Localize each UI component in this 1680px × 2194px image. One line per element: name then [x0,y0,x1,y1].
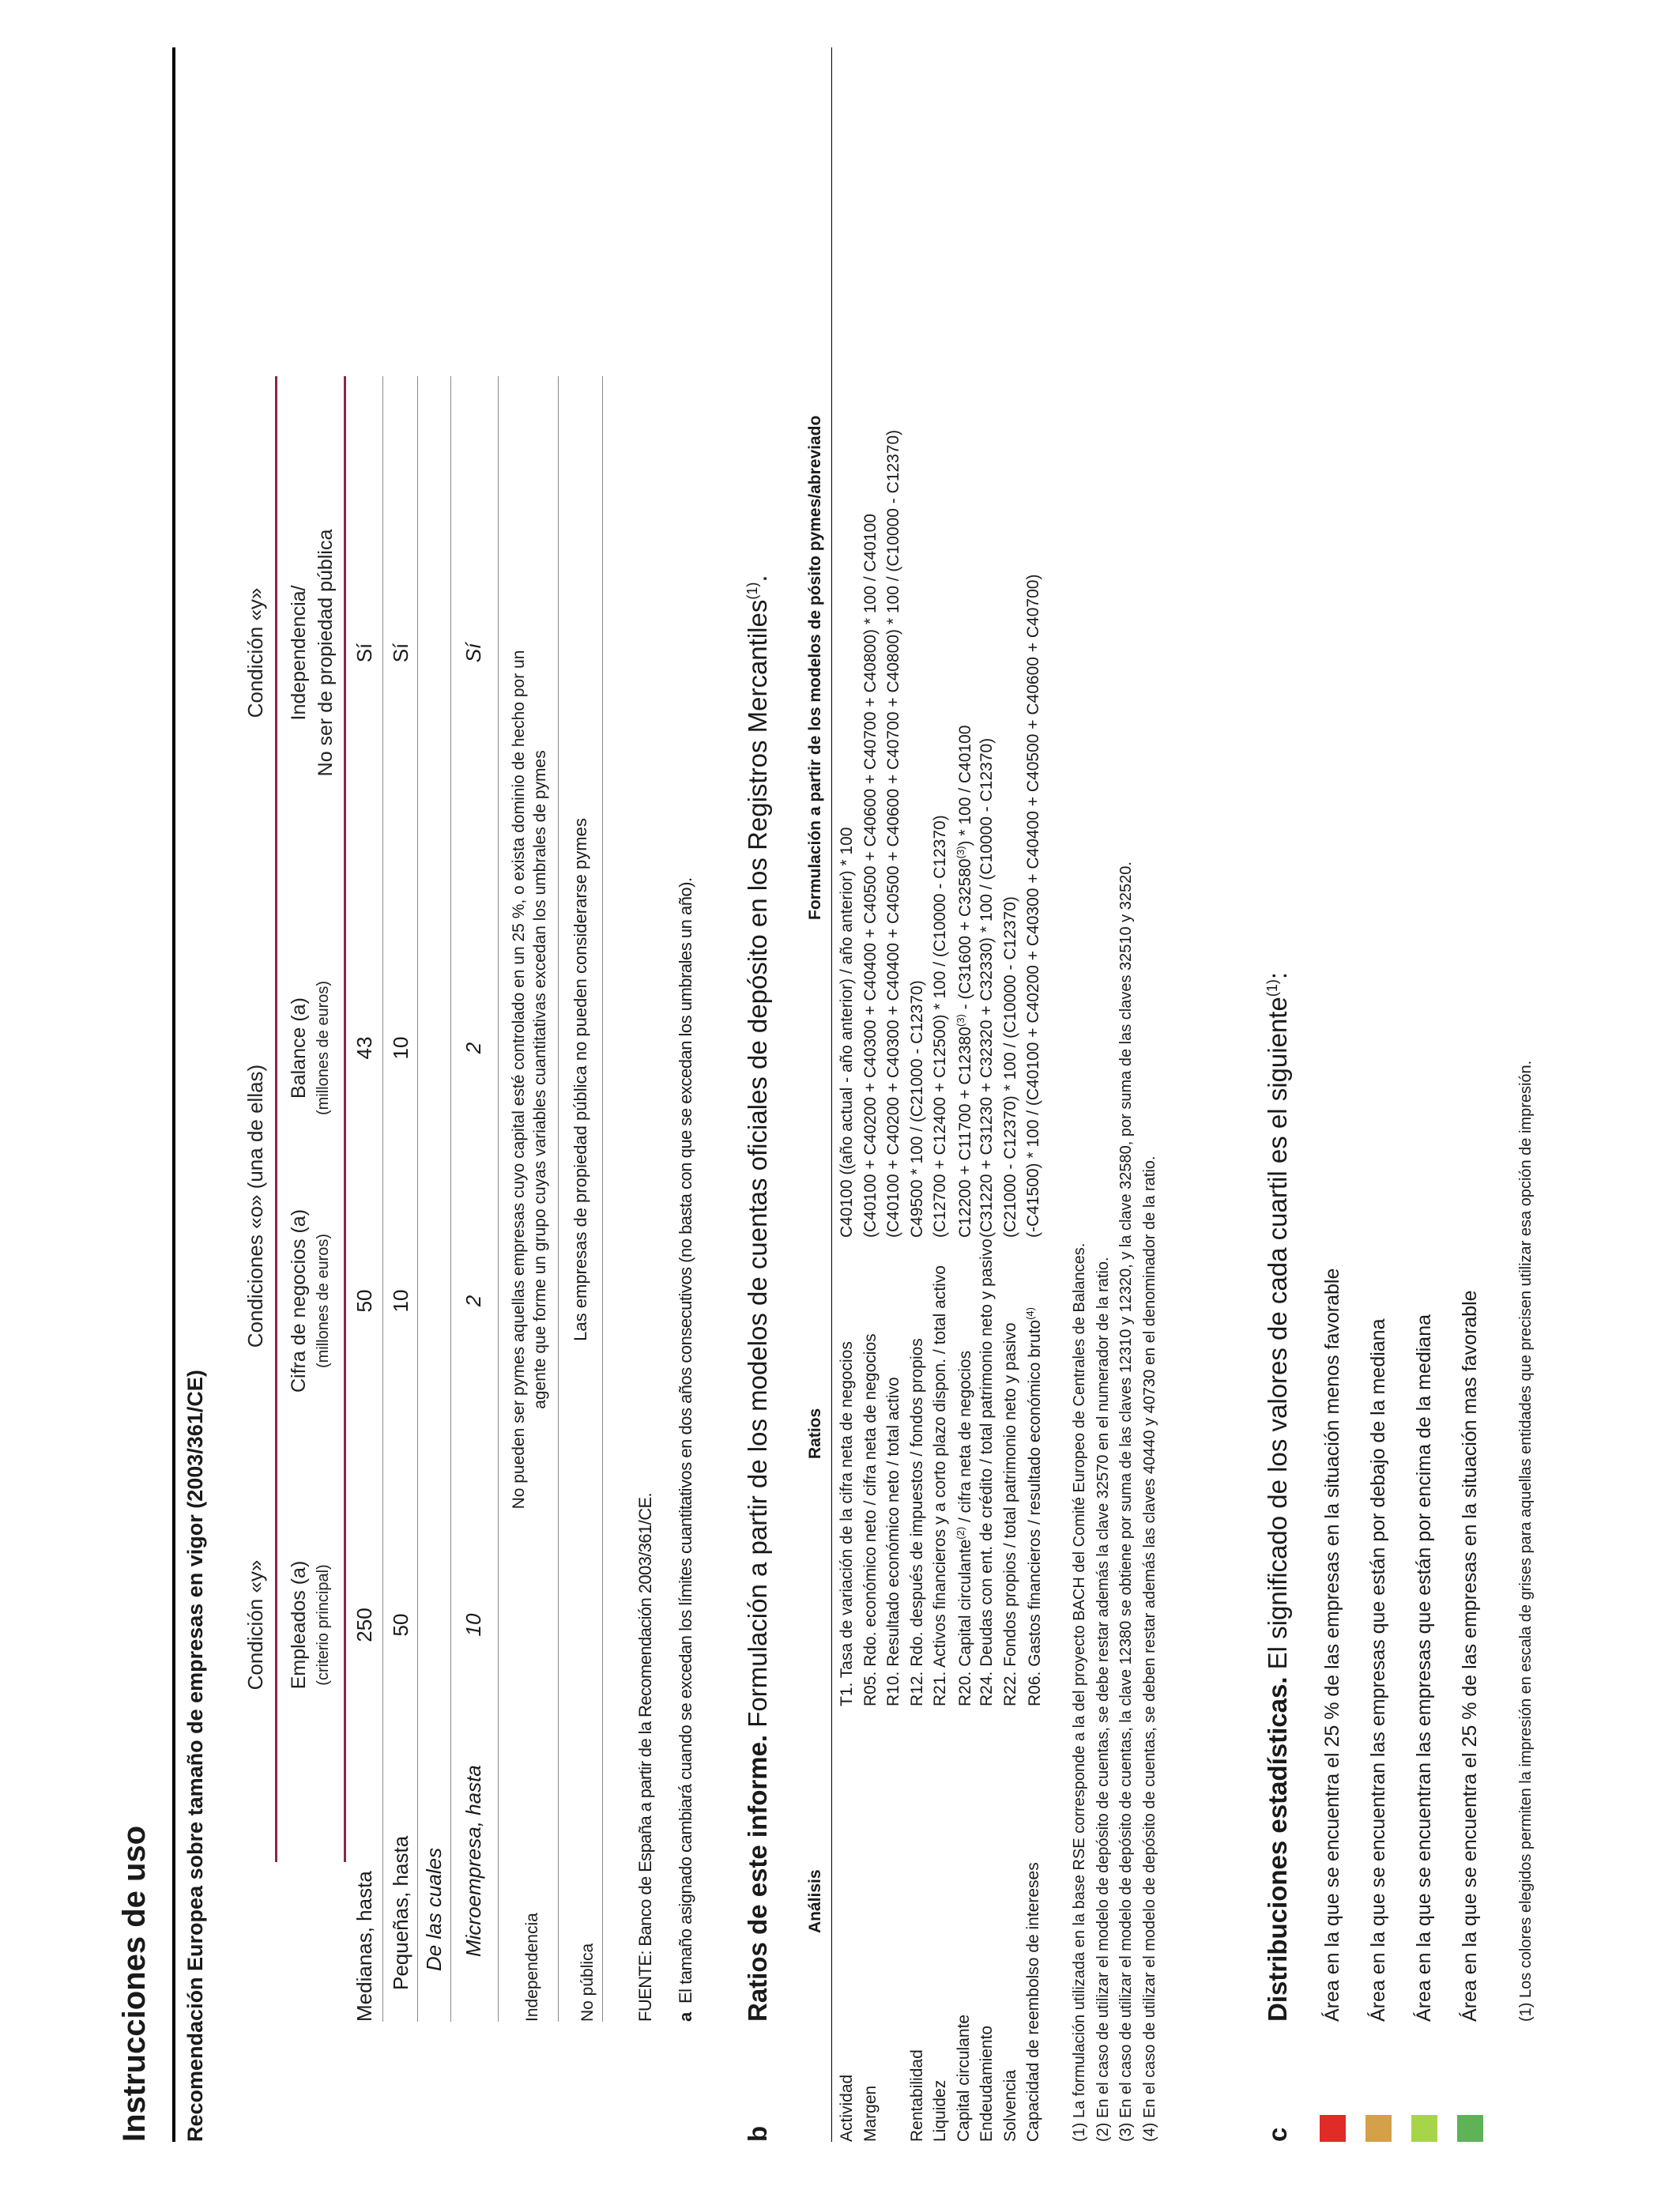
cell-pequenas-turnover: 10 [389,1289,412,1313]
cell-micro-independence: Sí [461,643,485,663]
ratio-name [1024,1307,1045,1706]
ratio-name: R24. Deudas con ent. de crédito / total patrimonio neto y pasivo [977,1238,996,1706]
legend-swatch [1365,2115,1392,2142]
ratio-formula: C49500 * 100 / (C21000 - C12370) [907,980,926,1238]
column-subheader-employees: (criterio principal) [315,1564,332,1686]
row-divider [382,376,383,2022]
formula-post: ) * 100 / C40100 [955,725,974,846]
legend-swatch [1411,2115,1437,2142]
header-bottom-rule-maroon [344,376,346,1862]
legend-swatch [1457,2115,1483,2142]
ratio-name-pre: R06. Gastos financieros / resultado económico bruto [1026,1319,1044,1706]
ratio-footnote: (2) En el caso de utilizar el modelo de depósito de cuentas, se debe restar además la clave 32570 en el numerador de la ratio. [1094,1257,1112,2142]
section-c-letter: c [1263,2127,1292,2142]
cell-medianas-balance: 43 [352,1036,376,1060]
ratio-name: R12. Rdo. después de impuestos / fondos propios [907,1338,926,1706]
row-label-de-las-cuales: De las cuales [422,1847,446,1971]
section-c-end: : [1263,972,1292,980]
section-c-heading [1263,972,1293,2022]
section-b-title: Ratios de este informe. [743,1734,772,2022]
header-rule [172,47,175,2142]
ratio-analysis: Actividad [838,2074,856,2142]
ratio-formula: (C40100 + C40200 + C40300 + C40400 + C40500 + C40600 + C40700 + C40800) * 100 / C40100 [861,514,880,1238]
ratio-name: R21. Activos financieros y a corto plazo dispon. / total activo [931,1265,949,1706]
cell-pequenas-independence: Sí [389,643,412,663]
column-header-employees: Empleados (a) [288,1560,310,1690]
ratio-analysis: Endeudamiento [977,2025,996,2142]
group-header-turnover-balance: Condiciones «o» (una de ellas) [243,1064,267,1348]
ratio-name: T1. Tasa de variación de la cifra neta de negocios [838,1341,856,1706]
ratio-footnote: (3) En el caso de utilizar el modelo de depósito de cuentas, la clave 12380 se obtiene por suma de las claves 12310 y 12320, y la clave 32580, por suma de las claves 32510 y 32520. [1117,861,1135,2142]
row-label-pequenas: Pequeñas, hasta [389,1835,412,1990]
section-b-sup: (1) [744,582,760,600]
ratios-header-analysis: Análisis [806,1869,824,1933]
section-b-description: Formulación a partir de los modelos de cuentas oficiales de depósito en los Registros Mercantiles [743,599,772,1728]
ratio-formula: (C40100 + C40200 + C40300 + C40400 + C40500 + C40600 + C40700 + C40800) * 100 / (C10000 - C12370) [884,429,902,1238]
formula-sup: (3) [954,1014,966,1027]
column-header-independence: Independencia/ [288,585,310,721]
group-header-independence: Condición «y» [243,587,267,718]
legend-swatch [1320,2115,1346,2142]
section-c-title: Distribuciones estadísticas. [1263,1676,1292,2022]
cell-medianas-employees: 250 [352,1608,376,1642]
ratio-name-pre: R20. Capital circulante [955,1539,974,1706]
cell-medianas-independence: Sí [352,643,376,663]
section-b-heading [743,575,773,2022]
note-text: El tamaño asignado cambiará cuando se excedan los límites cuantitativos en dos años consecutivos (no basta con que se excedan los umbrales un año). [676,877,695,2004]
column-subheader-balance: (millones de euros) [315,980,332,1116]
cell-medianas-turnover: 50 [352,1289,376,1313]
page-title: Instrucciones de uso [117,1825,152,2142]
header-rule-maroon [275,376,277,1862]
public-text: Las empresas de propiedad pública no pueden considerarse pymes [571,818,590,1341]
ratio-analysis: Capital circulante [954,2014,973,2142]
column-subheader-public: No ser de propiedad pública [315,529,337,777]
ratio-analysis: Solvencia [1000,2069,1019,2142]
ratio-formula: (C21000 - C12370) * 100 / (C10000 - C12370) [1000,896,1019,1238]
ratio-analysis: Rentabilidad [907,2049,926,2142]
column-header-balance: Balance (a) [288,997,310,1099]
ratio-name: R05. Rdo. económico neto / cifra neta de negocios [861,1333,880,1706]
ratio-formula: (C31220 + C31230 + C32320 + C32330) * 100 / (C10000 - C12370) [977,737,996,1238]
ratio-name-sup: (2) [954,1526,966,1540]
row-label-independencia: Independencia [523,1913,541,2022]
row-divider [558,376,559,2022]
cell-micro-turnover: 2 [461,1295,485,1307]
row-divider [417,376,418,2022]
ratio-analysis: Margen [861,2085,880,2142]
recommendation-subtitle: Recomendación Europea sobre tamaño de empresas en vigor (2003/361/CE) [183,1370,207,2142]
cell-pequenas-balance: 10 [389,1036,412,1060]
legend-text: Área en la que se encuentra el 25 % de las empresas en la situación menos favorable [1321,1268,1343,2022]
ratio-name: R22. Fondos propios / total patrimonio neto y pasivo [1000,1322,1019,1706]
formula-sup: (3) [954,846,966,859]
group-header-employees: Condición «y» [243,1559,267,1691]
ratio-analysis: Liquidez [931,2079,949,2142]
cell-micro-balance: 2 [461,1042,485,1054]
row-label-microempresa: Microempresa, hasta [461,1765,485,1957]
table-source: FUENTE: Banco de España a partir de la Recomendación 2003/361/CE. [635,1492,655,2022]
ratio-formula: C40100 ((año actual - año anterior) / año anterior) * 100 [838,827,856,1238]
section-b-end: . [743,575,772,582]
cell-pequenas-employees: 50 [389,1613,412,1637]
row-divider [498,376,499,2022]
row-divider [602,376,603,2022]
section-c-sup: (1) [1264,979,1280,997]
section-c-description: El significado de los valores de cada cuartil es el siguiente [1263,997,1292,1670]
legend-text: Área en la que se encuentran las empresas que están por encima de la mediana [1413,1314,1435,2022]
ratio-formula: (-C41500) * 100 / (C40100 + C40200 + C40300 + C40400 + C40500 + C40600 + C40700) [1024,574,1042,1238]
ratio-footnote: (4) En el caso de utilizar el modelo de depósito de cuentas, se deben restar además las claves 40440 y 40730 en el denominador de la ratio. [1140,1155,1158,2142]
ratios-header-ratios: Ratios [806,1408,824,1459]
formula-mid: - (C31600 + C32580 [955,858,974,1015]
table-note [676,877,696,2022]
column-subheader-turnover: (millones de euros) [315,1233,332,1369]
row-label-no-publica: No pública [578,1943,597,2022]
ratio-analysis: Capacidad de reembolso de intereses [1024,1862,1042,2142]
ratio-name [955,1351,975,1706]
legend-text: Área en la que se encuentran las empresas que están por debajo de la mediana [1367,1318,1389,2022]
row-label-medianas: Medianas, hasta [352,1871,376,2022]
independence-text-line2: agente que forme un grupo cuyas variables cuantitativas excedan los umbrales de pymes [531,750,549,1409]
note-letter: a [676,2012,695,2022]
ratios-header-rule [831,47,832,2142]
ratio-name-post: / cifra neta de negocios [955,1350,974,1527]
independence-text-line1: No pueden ser pymes aquellas empresas cuyo capital esté controlado en un 25 %, o exista dominio de hecho por un [510,650,528,1510]
ratio-name: R10. Resultado económico neto / total activo [884,1377,902,1706]
row-divider [450,376,451,2022]
ratios-header-formula: Formulación a partir de los modelos de pósito pymes/abreviado [806,415,824,920]
cell-micro-employees: 10 [461,1613,485,1637]
column-header-turnover: Cifra de negocios (a) [288,1208,310,1393]
formula-pre: C12200 + C11700 + C12380 [955,1027,974,1238]
ratio-footnote: (1) La formulación utilizada en la base RSE corresponde a la del proyecto BACH del Comité Europeo de Centrales de Balances. [1071,1242,1088,2142]
section-c-footnote: (1) Los colores elegidos permiten la impresión en escala de grises para aquellas entidades que precisen utilizar esa opción de impresión. [1517,1060,1535,2022]
ratio-formula: (C12700 + C12400 + C12500) * 100 / (C10000 - C12370) [931,815,949,1238]
legend-text: Área en la que se encuentra el 25 % de las empresas en la situación mas favorable [1459,1290,1481,2022]
ratio-formula [955,726,975,1238]
ratio-name-sup: (4) [1024,1307,1036,1320]
section-b-letter: b [743,2125,772,2142]
